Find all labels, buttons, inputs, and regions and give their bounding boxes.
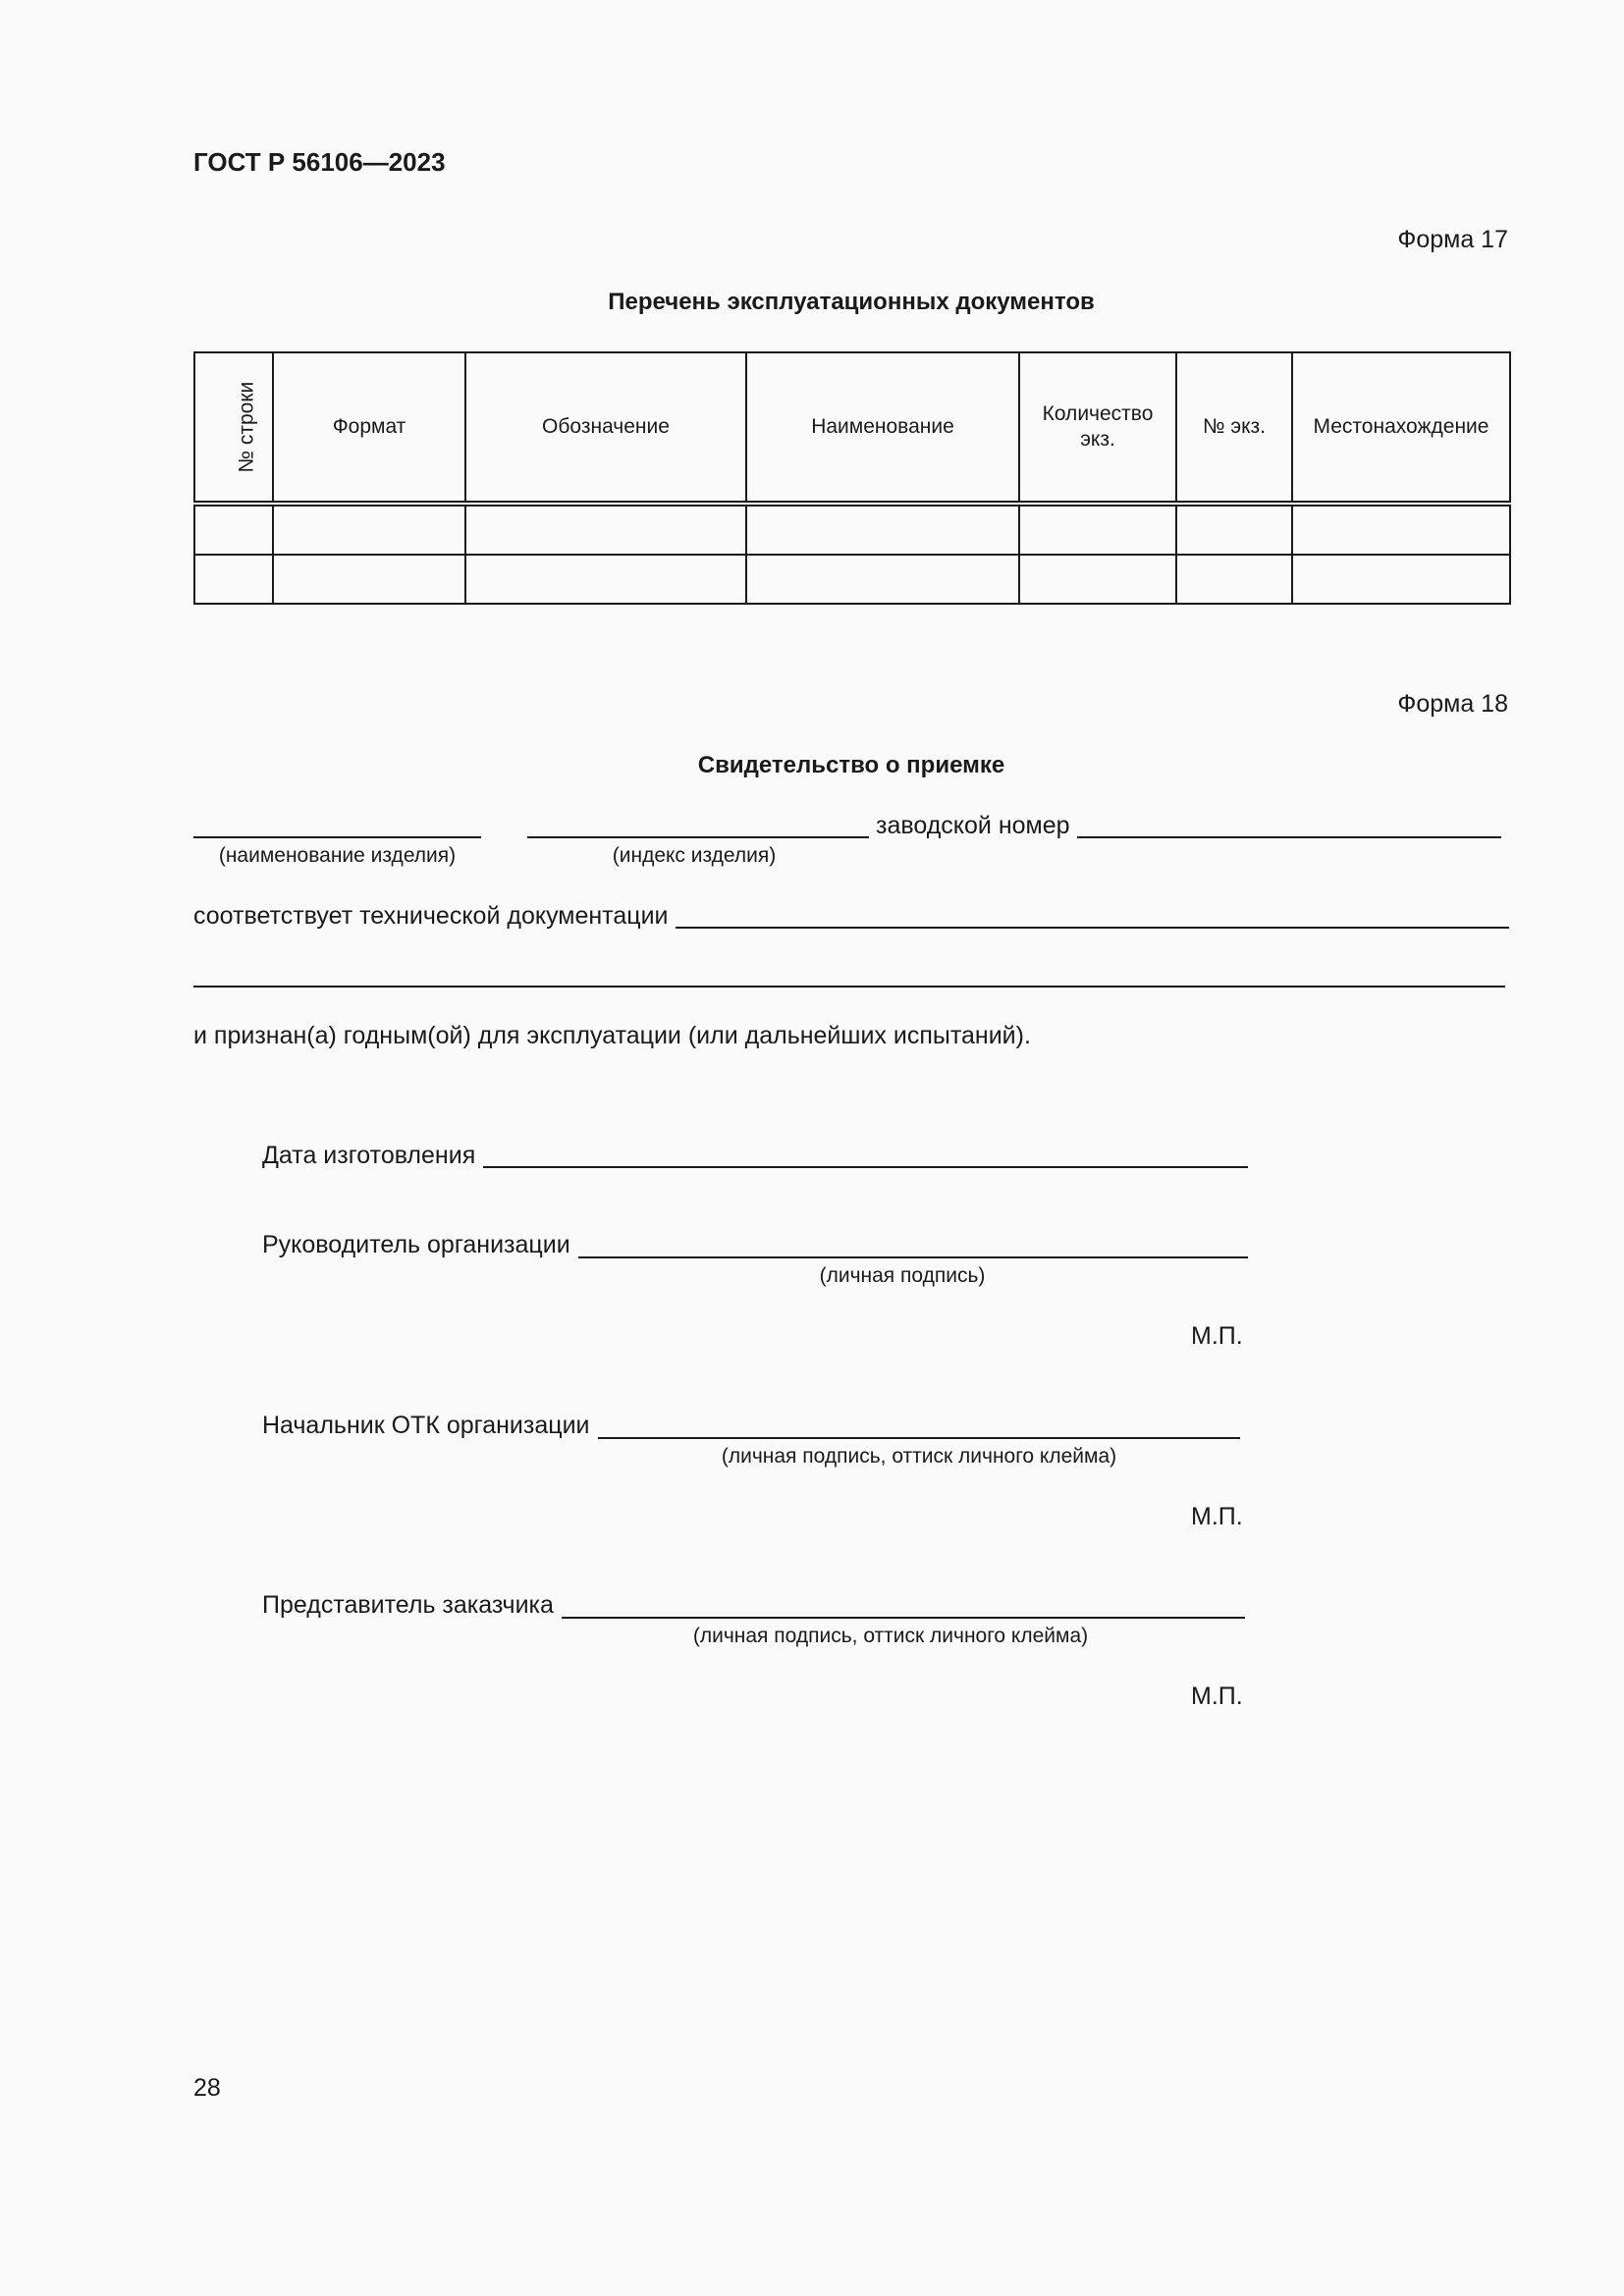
column-header: Наименование bbox=[746, 352, 1019, 504]
document-header: ГОСТ Р 56106—2023 bbox=[193, 147, 446, 177]
table-cell bbox=[1019, 504, 1176, 555]
column-header: Количество экз. bbox=[1019, 352, 1176, 504]
otk-signature-caption: (личная подпись, оттиск личного клейма) bbox=[721, 1445, 1117, 1468]
stamp-placeholder: М.П. bbox=[1191, 1322, 1243, 1350]
table-row bbox=[194, 555, 1510, 604]
documents-table bbox=[193, 351, 1511, 605]
table-cell bbox=[194, 555, 273, 604]
customer-signature-caption: (личная подпись, оттиск личного клейма) bbox=[692, 1625, 1089, 1647]
manufacture-date-line[interactable] bbox=[483, 1166, 1248, 1168]
product-index-line[interactable] bbox=[527, 836, 869, 838]
customer-representative-label: Представитель заказчика bbox=[262, 1591, 554, 1619]
column-header-label: № строки bbox=[235, 381, 258, 473]
otk-head-label: Начальник ОТК организации bbox=[262, 1412, 590, 1439]
form17-label: Форма 17 bbox=[1397, 226, 1508, 253]
form18-title: Свидетельство о приемке bbox=[697, 752, 1005, 778]
form18-label: Форма 18 bbox=[1397, 690, 1508, 718]
manufacture-date-label: Дата изготовления bbox=[262, 1142, 476, 1169]
table-cell bbox=[465, 555, 746, 604]
table-row bbox=[194, 504, 1510, 555]
otk-signature-line[interactable] bbox=[598, 1437, 1240, 1439]
conforms-label: соответствует технической документации bbox=[193, 902, 669, 930]
documentation-line-continued[interactable] bbox=[193, 986, 1505, 988]
table-cell bbox=[194, 504, 273, 555]
documentation-line[interactable] bbox=[676, 927, 1509, 929]
table-cell bbox=[1176, 555, 1292, 604]
table-cell bbox=[465, 504, 746, 555]
table-cell bbox=[273, 504, 465, 555]
product-index-caption: (индекс изделия) bbox=[612, 844, 777, 867]
table-cell bbox=[1176, 504, 1292, 555]
head-signature-line[interactable] bbox=[578, 1256, 1248, 1258]
head-of-organization-label: Руководитель организации bbox=[262, 1231, 570, 1258]
form17-title: Перечень эксплуатационных документов bbox=[608, 289, 1095, 315]
customer-signature-line[interactable] bbox=[562, 1617, 1245, 1619]
stamp-placeholder: М.П. bbox=[1191, 1682, 1243, 1710]
column-header: Местонахождение bbox=[1292, 352, 1510, 504]
table-cell bbox=[1019, 555, 1176, 604]
table-cell bbox=[1292, 555, 1510, 604]
page-number: 28 bbox=[193, 2074, 221, 2102]
table-cell bbox=[746, 555, 1019, 604]
column-header: № экз. bbox=[1176, 352, 1292, 504]
column-header: Формат bbox=[273, 352, 465, 504]
product-name-caption: (наименование изделия) bbox=[218, 844, 457, 867]
stamp-placeholder: М.П. bbox=[1191, 1503, 1243, 1530]
table-cell bbox=[273, 555, 465, 604]
table-cell bbox=[1292, 504, 1510, 555]
accepted-statement: и признан(а) годным(ой) для эксплуатации (или дальнейших испытаний). bbox=[193, 1022, 1031, 1049]
serial-number-label: заводской номер bbox=[876, 812, 1070, 839]
table-cell bbox=[746, 504, 1019, 555]
column-header: Обозначение bbox=[465, 352, 746, 504]
column-header bbox=[194, 352, 273, 504]
serial-number-line[interactable] bbox=[1077, 836, 1501, 838]
head-signature-caption: (личная подпись) bbox=[819, 1264, 986, 1287]
product-name-line[interactable] bbox=[193, 836, 481, 838]
table-header-row bbox=[194, 352, 1510, 504]
